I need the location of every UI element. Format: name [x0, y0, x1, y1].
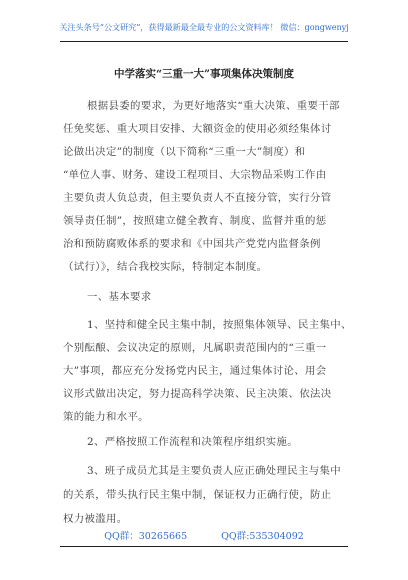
- paragraph-2-line-5: 策的能力和水平。: [63, 411, 149, 423]
- footer-contact: [0, 528, 408, 542]
- footer-qq-group-2: QQ群:535304092: [221, 531, 304, 542]
- footer-qq-group-1: QQ群：30265665: [104, 531, 188, 542]
- paragraph-2-line-4: 议形式做出决定，努力提高科学决策、民主决策、依法决: [63, 388, 332, 400]
- paragraph-1-line-2: 任免奖惩、重大项目安排、大额资金的使用必须经集体讨: [63, 123, 332, 135]
- document-title: 中学落实“三重一大”事项集体决策制度: [113, 68, 295, 80]
- paragraph-4-line-1: 3、班子成员尤其是主要负责人应正确处理民主与集中: [87, 465, 341, 477]
- paragraph-1-line-5: 主要负责人负总责，但主要负责人不直接分管，实行分管: [63, 192, 332, 204]
- paragraph-2-line-2: 个别酝酿、会议决定的原则，凡属职责范围内的“三重一: [63, 342, 327, 354]
- header-divider: [60, 41, 348, 42]
- paragraph-2-line-1: 1、坚持和健全民主集中制，按照集体领导、民主集中、: [87, 319, 352, 331]
- paragraph-4-line-3: 权力被滥用。: [63, 513, 128, 525]
- paragraph-1-line-3: 论做出决定”的制度（以下简称“三重一大”制度）和: [63, 146, 306, 158]
- paragraph-1-line-4: “单位人事、财务、建设工程项目、大宗物品采购工作由: [63, 169, 327, 181]
- paragraph-4-line-2: 的关系，带头执行民主集中制，保证权力正确行使，防止: [63, 489, 332, 501]
- footer-divider: [60, 546, 348, 547]
- paragraph-1-line-1: 根据县委的要求，为更好地落实“重大决策、重要干部: [87, 100, 340, 112]
- paragraph-1-line-7: 治和预防腐败体系的要求和《中国共产党党内监督条例: [63, 238, 321, 250]
- section-heading: 一、基本要求: [87, 291, 152, 303]
- paragraph-1-line-8: （试行）》，结合我校实际，特制定本制度。: [63, 261, 268, 273]
- paragraph-2-line-3: 大”事项，都应充分发扬党内民主，通过集体讨论、用会: [63, 365, 327, 377]
- paragraph-3-line-1: 2、严格按照工作流程和决策程序组织实施。: [87, 436, 299, 448]
- header-banner: 关注头条号“公文研究”，获得最新最全最专业的公文资料库！ 微信：gongwenyj: [59, 22, 349, 32]
- paragraph-1-line-6: 领导责任制”，按照建立健全教育、制度、监督并重的惩: [63, 215, 327, 227]
